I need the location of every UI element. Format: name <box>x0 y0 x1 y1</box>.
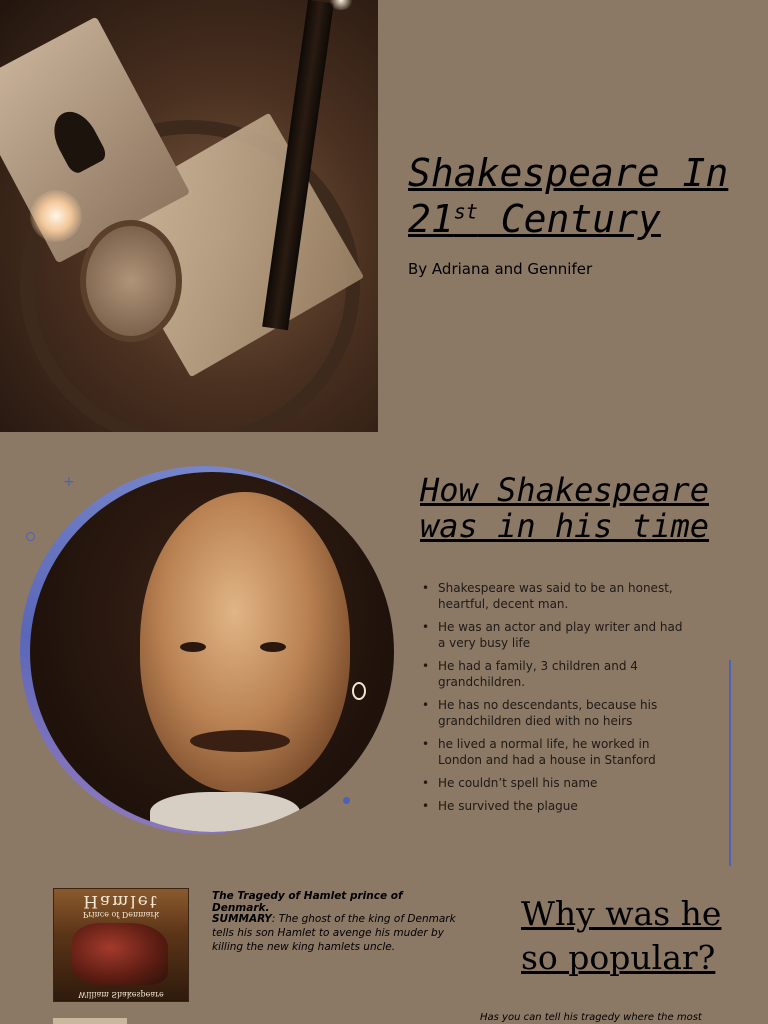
bullet-icon: • <box>422 698 430 712</box>
play-title: The Tragedy of Hamlet prince of Denmark. <box>212 890 403 914</box>
list-item-text: He has no descendants, because his grandchildren died with no heirs <box>438 698 658 728</box>
title-slide <box>0 0 768 432</box>
clipped-paragraph: Has you can tell his tragedy where the most <box>480 1012 702 1023</box>
list-item-text: Shakespeare was said to be an honest, heartful, decent man. <box>438 581 673 611</box>
summary-label: SUMMARY <box>212 913 272 925</box>
vertical-line-decoration <box>729 660 731 866</box>
cover-subtitle: Prince of Denmark <box>82 910 160 919</box>
slide-title <box>408 150 738 242</box>
cover-title: Hamlet <box>83 891 159 911</box>
list-item <box>422 697 692 729</box>
candle-flame-glow <box>30 190 82 242</box>
facts-list <box>422 580 692 821</box>
dot-decoration <box>343 797 350 804</box>
bullet-icon: • <box>422 737 430 751</box>
hand-mirror <box>80 220 182 342</box>
popularity-slide <box>0 868 768 1024</box>
list-item <box>422 658 692 690</box>
cover-illustration <box>72 923 168 985</box>
popularity-title: Why was he so popular? <box>521 894 722 977</box>
his-time-slide <box>0 448 768 868</box>
section-title: How Shakespeare was in his time <box>420 471 709 545</box>
hamlet-book-cover <box>53 888 189 1002</box>
bullet-icon: • <box>422 799 430 813</box>
list-item <box>422 580 692 612</box>
shakespeare-portrait <box>30 472 394 832</box>
title-line-2-word: Century <box>477 197 661 241</box>
slide-gap <box>0 432 768 448</box>
list-item-text: He had a family, 3 children and 4 grandchildren. <box>438 659 638 689</box>
next-image-peek <box>53 1018 127 1024</box>
candle-and-cards-photo <box>0 0 378 432</box>
authors-byline: By Adriana and Gennifer <box>408 260 593 278</box>
play-summary <box>212 912 457 954</box>
list-item-text: He survived the plague <box>438 799 578 813</box>
portrait-left-eye <box>180 642 206 652</box>
portrait-mustache <box>190 730 290 752</box>
list-item <box>422 736 692 768</box>
portrait-right-eye <box>260 642 286 652</box>
bullet-icon: • <box>422 620 430 634</box>
title-ordinal-suffix: st <box>453 199 478 224</box>
earring-icon <box>352 682 366 700</box>
bullet-icon: • <box>422 776 430 790</box>
list-item-text: He couldn’t spell his name <box>438 776 598 790</box>
title-line-2-number: 21 <box>408 197 454 241</box>
list-item-text: He was an actor and play writer and had a very busy life <box>438 620 683 650</box>
cover-author: William Shakespeare <box>78 990 164 999</box>
bullet-icon: • <box>422 659 430 673</box>
portrait-collar <box>150 792 300 832</box>
title-line-1: Shakespeare In <box>408 151 729 195</box>
plus-decoration: + <box>63 474 75 490</box>
list-item <box>422 775 692 791</box>
ring-decoration <box>26 532 35 541</box>
bullet-icon: • <box>422 581 430 595</box>
summary-text: : The ghost of the king of Denmark tells his son Hamlet to avenge his muder by killing the new king hamlets uncle. <box>212 913 456 953</box>
spade-icon <box>45 104 108 176</box>
list-item <box>422 798 692 814</box>
list-item-text: he lived a normal life, he worked in London and had a house in Stanford <box>438 737 656 767</box>
list-item <box>422 619 692 651</box>
